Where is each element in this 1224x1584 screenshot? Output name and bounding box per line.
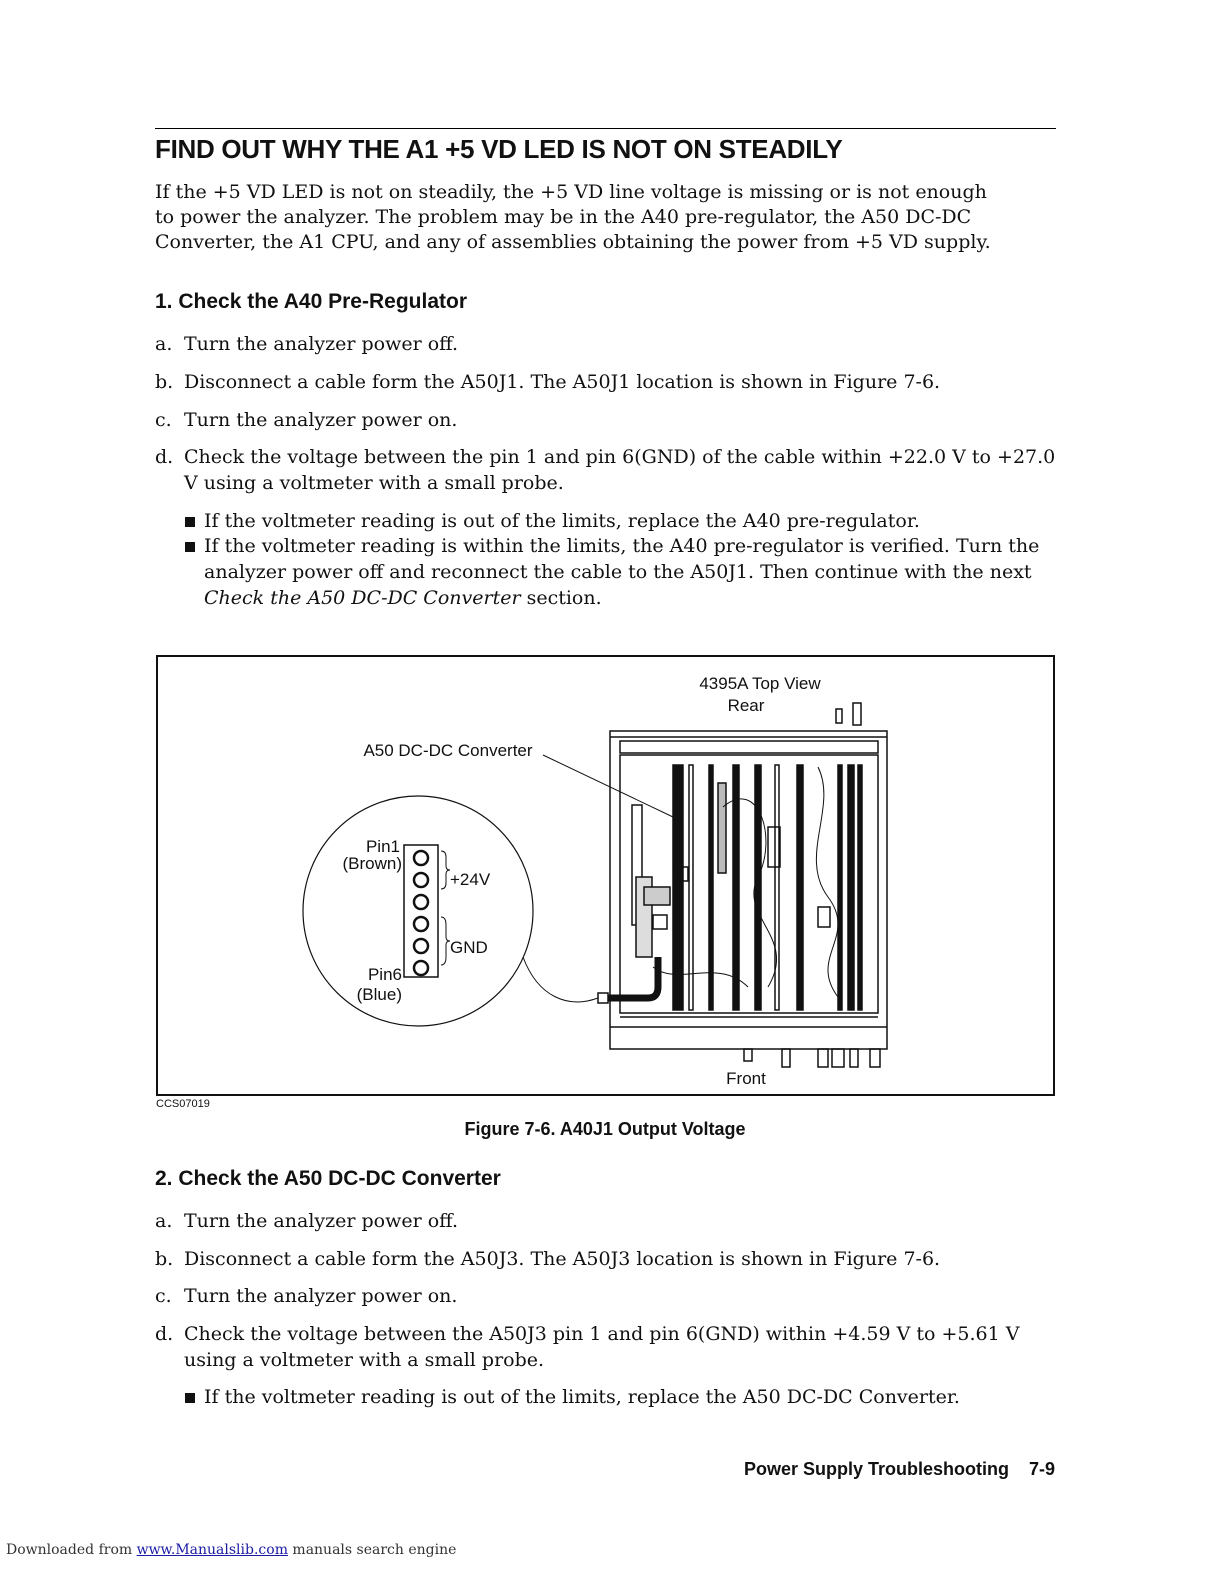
intro-line: to power the analyzer. The problem may be in the A40 pre-regulator, the A50 DC-DC [155,206,972,228]
step-marker: b. [155,371,174,393]
bullet-square-icon [185,1393,195,1403]
download-suffix: manuals search engine [287,1542,457,1558]
gnd-label: GND [450,938,488,957]
step-marker: b. [155,1248,174,1270]
front-label: Front [726,1069,766,1088]
leader-line [543,755,673,817]
section1-step-a [155,331,1060,357]
step-text: Turn the analyzer power on. [184,409,458,431]
manualslib-link[interactable]: www.Manualslib.com [136,1542,288,1558]
header-rule [155,128,1056,129]
step-marker: c. [155,1285,172,1307]
step-text: Turn the analyzer power off. [184,1210,459,1232]
section1-step-c [155,407,1060,433]
section1-bullet [185,533,1045,611]
download-prefix: Downloaded from [6,1542,137,1558]
bullet-text: If the voltmeter reading is out of the limits, replace the A50 DC-DC Converter. [204,1386,960,1408]
j1-label: J1 [673,963,685,975]
section2-step-c [155,1283,1060,1309]
magnifier-circle [303,796,533,1026]
j3-label: J3 [673,817,685,829]
section1-heading: 1. Check the A40 Pre-Regulator [155,290,467,313]
magnifier-leader [523,957,598,1002]
bullet-text-suffix: section. [520,587,602,609]
step-marker: c. [155,409,172,431]
step-text: Disconnect a cable form the A50J1. The A50J1 location is shown in Figure 7-6. [184,371,941,393]
v24-label: +24V [450,870,491,889]
download-notice [6,1542,456,1558]
bullet-square-icon [185,542,195,552]
bullet-text: If the voltmeter reading is out of the limits, replace the A40 pre-regulator. [204,510,920,532]
step-marker: d. [155,1323,174,1345]
view-title: 4395A Top View [699,674,821,693]
bullet-text: If the voltmeter reading is within the limits, the A40 pre-regulator is verified. Turn the analyzer power off and reconnect the cable to the A50J1. Then continue with the next [204,535,1040,583]
pin6-color-label: (Blue) [356,985,402,1004]
j2-label: J2 [673,791,685,803]
cable [608,957,658,998]
figure-caption: Figure 7-6. A40J1 Output Voltage [464,1119,746,1139]
section2-bullet [185,1384,1045,1410]
cross-reference: Check the A50 DC-DC Converter [204,587,521,609]
bullet-square-icon [185,517,195,527]
step-marker: a. [155,333,173,355]
brace-gnd [441,917,450,965]
step-text: Disconnect a cable form the A50J3. The A50J3 location is shown in Figure 7-6. [184,1248,941,1270]
page-number: 7-9 [1028,1459,1055,1479]
page-title: FIND OUT WHY THE A1 +5 VD LED IS NOT ON STEADILY [155,134,843,164]
step-text: Check the voltage between the pin 1 and pin 6(GND) of the cable within +22.0 V to +27.0 V using a voltmeter with a small probe. [184,446,1056,494]
rear-label: Rear [727,696,765,715]
section1-step-d [155,444,1060,496]
pin6-label: Pin6 [367,965,402,984]
instrument-top-view [610,703,887,1067]
step-marker: d. [155,446,174,468]
intro-line: Converter, the A1 CPU, and any of assemblies obtaining the power from +5 VD supply. [155,231,991,253]
brace-24v [441,851,450,889]
section1-bullet [185,508,1045,534]
section2-heading: 2. Check the A50 DC-DC Converter [155,1167,501,1190]
pin-circles [414,851,428,975]
intro-line: If the +5 VD LED is not on steadily, the +5 VD line voltage is missing or is not enough [155,181,987,203]
wiring-diagram [158,657,1057,1098]
section2-step-b [155,1246,1060,1272]
footer-section: Power Supply Troubleshooting [743,1459,1009,1479]
section1-step-b [155,369,1060,395]
step-text: Turn the analyzer power off. [184,333,459,355]
page-footer [744,1459,1055,1480]
pin1-label: Pin1 [365,837,400,856]
step-marker: a. [155,1210,173,1232]
pin1-color-label: (Brown) [342,854,402,873]
intro-paragraph [155,180,1055,255]
converter-label: A50 DC-DC Converter [363,741,533,760]
step-text: Turn the analyzer power on. [184,1285,458,1307]
section2-step-a [155,1208,1060,1234]
section2-step-d [155,1321,1060,1373]
step-text: Check the voltage between the A50J3 pin 1 and pin 6(GND) within +4.59 V to +5.61 V using a voltmeter with a small probe. [184,1323,1020,1371]
connector [598,993,608,1003]
figure-frame [156,655,1055,1096]
figure-id: CCS07019 [156,1098,210,1110]
